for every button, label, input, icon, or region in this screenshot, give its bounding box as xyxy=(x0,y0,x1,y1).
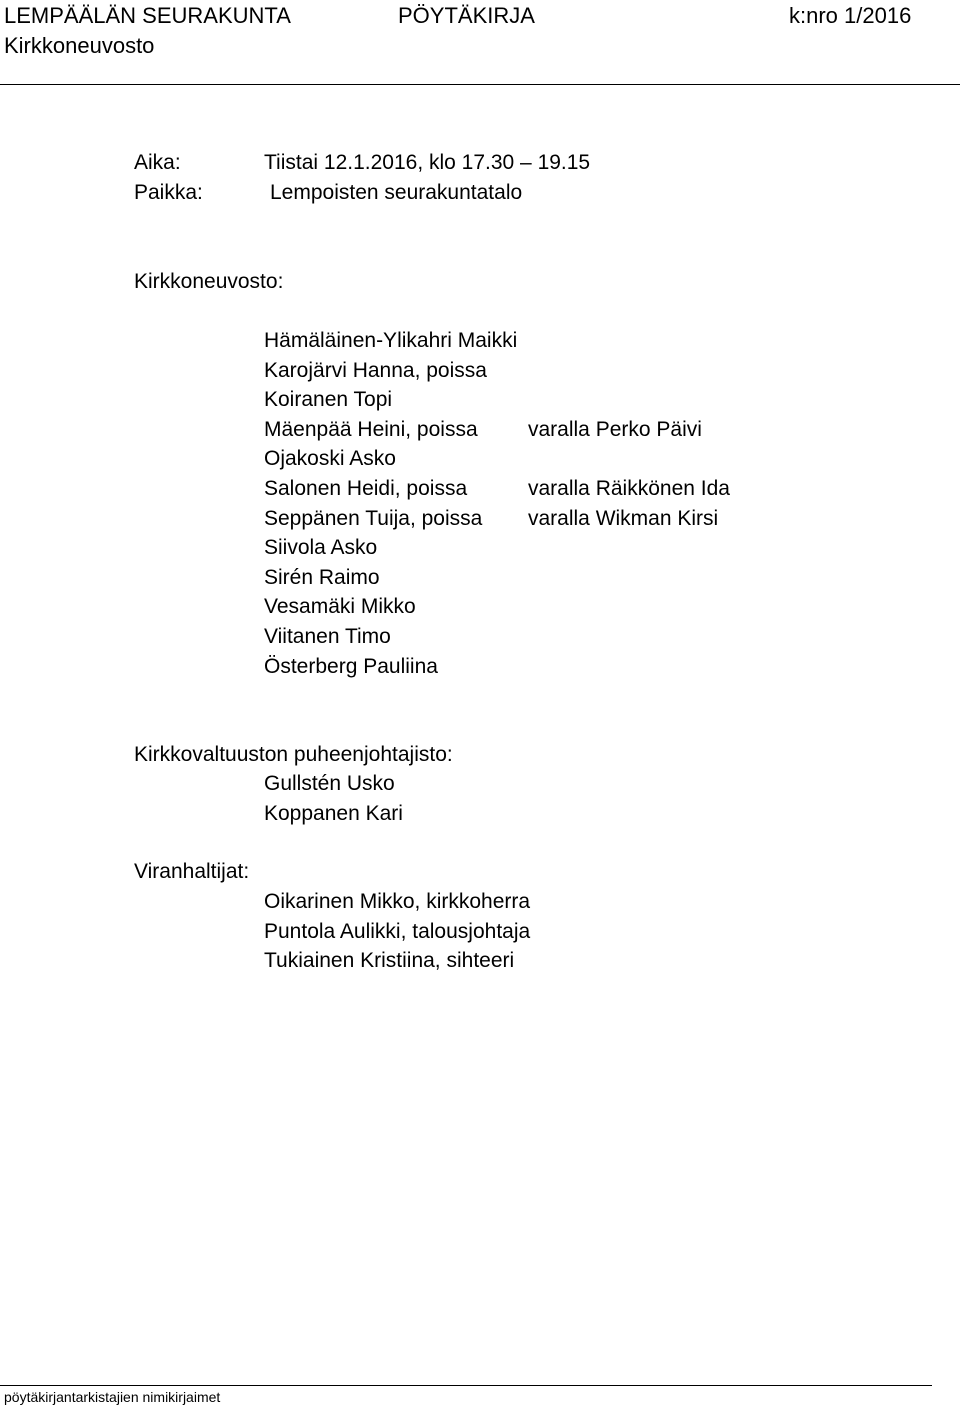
place-value: Lempoisten seurakuntatalo xyxy=(270,181,523,204)
presidium-member: Gullstén Usko xyxy=(264,772,395,795)
document-type: PÖYTÄKIRJA xyxy=(398,3,535,28)
substitute-entry xyxy=(528,592,730,622)
council-member: Karojärvi Hanna, poissa xyxy=(264,358,487,382)
substitute-entry xyxy=(528,385,730,415)
council-heading: Kirkkoneuvosto: xyxy=(134,270,284,293)
organization-name: LEMPÄÄLÄN SEURAKUNTA xyxy=(4,3,291,28)
document-number: k:nro 1/2016 xyxy=(789,3,912,28)
council-member: Österberg Pauliina xyxy=(264,654,438,678)
substitute-list xyxy=(528,326,730,681)
officials-list xyxy=(264,887,530,976)
substitute-entry xyxy=(528,563,730,593)
official-entry: Tukiainen Kristiina, sihteeri xyxy=(264,949,515,973)
official-entry: Oikarinen Mikko, kirkkoherra xyxy=(264,890,531,913)
council-member: Viitanen Timo xyxy=(264,624,391,648)
substitute-entry xyxy=(528,622,730,652)
presidium-member: Koppanen Kari xyxy=(264,801,403,825)
place-label: Paikka: xyxy=(134,181,203,204)
substitute-entry xyxy=(528,356,730,386)
substitute-entry xyxy=(528,533,730,563)
substitute-entry xyxy=(528,444,730,474)
council-member: Salonen Heidi, poissa xyxy=(264,476,468,500)
council-member: Koiranen Topi xyxy=(264,388,393,412)
substitute-entry: varalla Räikkönen Ida xyxy=(528,476,730,500)
time-value: Tiistai 12.1.2016, klo 17.30 – 19.15 xyxy=(264,151,591,174)
time-label: Aika: xyxy=(134,151,181,174)
footer-divider xyxy=(0,1385,932,1386)
substitute-entry: varalla Wikman Kirsi xyxy=(528,506,719,530)
substitute-entry xyxy=(528,652,730,682)
presidium-member-list xyxy=(264,769,403,828)
header-divider xyxy=(0,84,960,85)
council-member: Hämäläinen-Ylikahri Maikki xyxy=(264,329,518,352)
initials-caption: pöytäkirjantarkistajien nimikirjaimet xyxy=(4,1389,221,1405)
council-member: Mäenpää Heini, poissa xyxy=(264,417,478,441)
officials-heading: Viranhaltijat: xyxy=(134,860,250,883)
substitute-entry xyxy=(528,326,730,356)
council-member-list xyxy=(264,326,517,681)
substitute-entry: varalla Perko Päivi xyxy=(528,417,702,441)
official-entry: Puntola Aulikki, talousjohtaja xyxy=(264,919,531,943)
council-member: Vesamäki Mikko xyxy=(264,595,416,619)
governing-body: Kirkkoneuvosto xyxy=(4,33,155,58)
council-member: Ojakoski Asko xyxy=(264,447,396,471)
presidium-heading: Kirkkovaltuuston puheenjohtajisto: xyxy=(134,743,453,766)
council-member: Siivola Asko xyxy=(264,536,378,560)
council-member: Sirén Raimo xyxy=(264,565,380,589)
council-member: Seppänen Tuija, poissa xyxy=(264,506,483,530)
